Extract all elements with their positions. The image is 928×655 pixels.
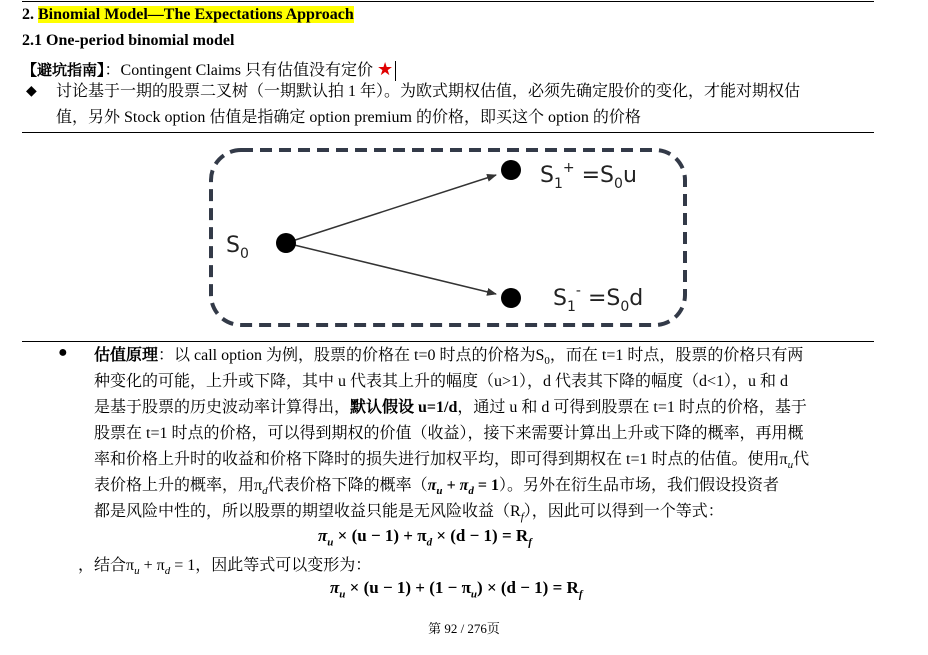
line-6-b: 代表价格下降的概率（ xyxy=(267,477,428,494)
line-1-sub: 0 xyxy=(544,355,550,368)
pitfall-sep: ： xyxy=(104,62,121,79)
lead-term: 估值原理 xyxy=(94,347,159,364)
valuation-paragraph xyxy=(94,343,876,525)
pitfall-label: 【避坑指南】 xyxy=(22,61,105,79)
node-s0 xyxy=(276,233,296,253)
binomial-tree-diagram xyxy=(200,140,700,335)
line-3-b: ，通过 u 和 d 可得到股票在 t=1 时点的价格，基于 xyxy=(457,399,807,416)
intro-line-2: 值，另外 Stock option 估值是指确定 option premium 的价格，即买这个 option 的价格 xyxy=(56,109,641,126)
line-4: 股票在 t=1 时点的价格，可以得到期权的价值（收益），接下来需要计算出上升或下降的概率，再用概 xyxy=(94,425,804,442)
sum-sub-d: d xyxy=(468,485,474,498)
intro-line-1: 讨论基于一期的股票二叉树（一期默认拍 1 年）。为欧式期权估值，必须先确定股价的变化，才能对期权估 xyxy=(56,83,801,100)
node-up xyxy=(501,160,521,180)
line-5: 率和价格上升时的收益和价格下降时的损失进行加权平均，即可得到期权在 t=1 时点的估值。使用π xyxy=(94,451,788,468)
pitfall-text: Contingent Claims 只有估值没有定价 xyxy=(120,62,373,79)
section-title: Binomial Model—The Expectations Approach xyxy=(38,6,354,23)
section-number: 2. xyxy=(22,6,34,23)
sum-mid: + π xyxy=(442,477,469,494)
line-2: 种变化的可能，上升或下降，其中 u 代表其上升的幅度（u>1），d 代表其下降的幅度（d<1），u 和 d xyxy=(94,373,789,390)
assumption: 默认假设 u=1/d xyxy=(350,399,458,416)
line-1: ：以 call option 为例，股票的价格在 t=0 时点的价格为S xyxy=(158,347,545,364)
down-arrow xyxy=(286,243,496,294)
page-footer: 第 92 / 276页 xyxy=(428,621,500,636)
diagram-rule xyxy=(22,341,874,342)
equation-1: $\pi_u \times (u - 1) + \pi_d \times (d - 1) = R_f$ xyxy=(318,526,532,549)
line-7-a: 都是风险中性的，所以股票的期望收益只能是无风险收益（R xyxy=(94,503,521,520)
sum-sub-u: u xyxy=(436,485,443,498)
up-arrow xyxy=(286,175,496,243)
section-heading xyxy=(22,6,354,24)
line-7-sub: f xyxy=(520,511,524,524)
line-3-a: 是基于股票的历史波动率计算得出， xyxy=(94,399,351,416)
top-rule xyxy=(22,1,874,2)
round-bullet-icon: ● xyxy=(58,344,68,361)
subsection-heading: 2.1 One-period binomial model xyxy=(22,32,235,49)
equation-2: $\pi_u \times (u - 1) + (1 - \pi_u) \times (d - 1) = R_f$ xyxy=(330,578,583,601)
combine-line: ，结合$\pi_u + \pi_d = 1$，因此等式可以变形为： xyxy=(78,557,372,578)
line-7-b: ），因此可以得到一个等式： xyxy=(523,503,724,520)
line-1-tail: ，而在 t=1 时点，股票的价格只有两 xyxy=(549,347,804,364)
line-5-tail: 代 xyxy=(793,451,810,468)
pitfall-guide xyxy=(22,57,396,81)
line-6-c: ）。另外在衍生品市场，我们假设投资者 xyxy=(498,477,779,494)
node-down xyxy=(501,288,521,308)
label-up: $S_1^+ =S_0u$ xyxy=(540,160,637,192)
line-5-sub: u xyxy=(787,459,794,472)
sum-end: = 1 xyxy=(473,477,499,494)
star-icon: ★ xyxy=(376,59,394,79)
label-s0: $S_0$ xyxy=(226,233,249,262)
intro-rule xyxy=(22,132,874,133)
label-down: $S_1^- =S_0d$ xyxy=(553,283,644,315)
line-6-sub: d xyxy=(262,485,268,498)
sum-formula: π xyxy=(427,477,437,494)
diamond-bullet-icon: ◆ xyxy=(26,84,37,99)
line-6-a: 表价格上升的概率，用π xyxy=(94,477,263,494)
